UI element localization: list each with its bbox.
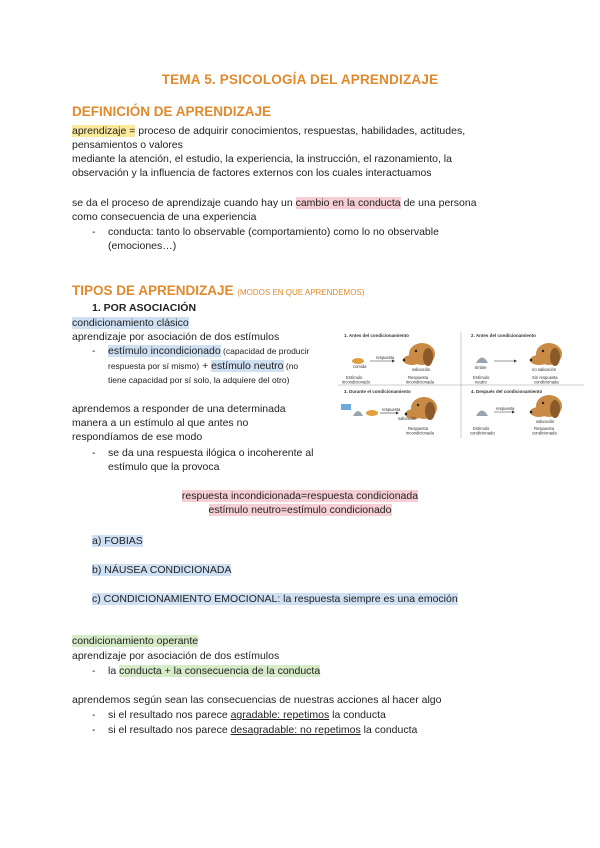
operante-line1: aprendizaje por asociación de dos estímulos: [72, 650, 280, 662]
bell-icon: [476, 358, 488, 364]
hand-icon: [341, 404, 351, 410]
aprendemos-line1: aprendemos a responder de una determinada: [72, 403, 286, 415]
arrowhead-icon: [514, 360, 517, 363]
cambio-conducta-highlight: cambio en la conducta: [295, 197, 401, 209]
aprendemos-line3: respondíamos de ese modo: [72, 431, 203, 443]
b2-post: la conducta: [360, 724, 418, 736]
nausea-text: b) NÁUSEA CONDICIONADA: [92, 564, 232, 576]
equation2-row: [0, 504, 600, 516]
line5-pre: se da el proceso de aprendizaje cuando hay un: [72, 197, 296, 209]
bullet-dash: -: [92, 447, 96, 459]
por-asociacion-heading: 1. POR ASOCIACIÓN: [92, 302, 197, 314]
aprendemos-line2: manera a un estímulo al que antes no: [72, 417, 249, 429]
plus-sign: +: [199, 360, 212, 372]
definicion-line3: mediante la atención, el estudio, la experiencia, la instrucción, el razonamiento, la: [72, 153, 452, 165]
bullet-dash: -: [92, 665, 96, 677]
p1-label1b: incondicionado: [342, 379, 370, 385]
p1-label2b: incondicionada: [406, 379, 434, 385]
line5-post: de una persona: [400, 197, 477, 209]
estimulo-neutro: estímulo neutro: [211, 360, 284, 372]
bullet-dash: -: [92, 724, 96, 736]
agradable-bullet: [108, 709, 386, 721]
operante-bullet: [108, 665, 320, 677]
bullet-dash: -: [92, 345, 96, 357]
definicion-heading: DEFINICIÓN DE APRENDIZAJE: [72, 104, 272, 119]
p1-label2: Respuesta: [408, 375, 429, 380]
p1-label1: Estímulo: [346, 375, 363, 380]
clasico-line1: aprendizaje por asociación de dos estímulos: [72, 331, 280, 343]
bullet-dash: -: [92, 226, 96, 238]
estimulo-inc-note2: respuesta por sí mismo): [108, 361, 200, 371]
p3-label2b: incondicionada: [406, 430, 434, 436]
panel2-title: 2. Antes del condicionamiento: [471, 333, 536, 338]
p4-response-label: respuesta: [496, 406, 515, 411]
dog-icon: [530, 395, 562, 418]
list-item-emocional: [92, 593, 458, 605]
panel4-title: 4. Después del condicionamiento: [471, 389, 543, 394]
p2-bell-label: timbre: [475, 365, 487, 370]
p4-label2b: condicionada: [532, 430, 557, 436]
page-title: TEMA 5. PSICOLOGÍA DEL APRENDIZAJE: [161, 72, 439, 87]
emocional-text: c) CONDICIONAMIENTO EMOCIONAL: la respuesta siempre es una emoción: [92, 593, 458, 605]
estimulo-incondicionado: estímulo incondicionado: [108, 345, 221, 357]
definicion-line1-text: proceso de adquirir conocimientos, respuestas, habilidades, actitudes,: [135, 125, 466, 137]
tipos-heading-small: (MODOS EN QUE APRENDEMOS): [237, 288, 365, 297]
b1-pre: si el resultado nos parece: [108, 709, 231, 721]
definicion-line6: como consecuencia de una experiencia: [72, 211, 257, 223]
bullet-dash: -: [92, 709, 96, 721]
p2-label2: Sin respuesta: [532, 375, 558, 380]
desagradable-bullet: [108, 724, 417, 736]
p1-salivacion-label: salivación: [412, 367, 431, 372]
conducta-bullet: conducta: tanto lo observable (comportamiento) como lo no observable: [108, 226, 439, 238]
dog-icon: [530, 343, 562, 366]
p4-label2: Respuesta: [534, 426, 555, 431]
equation1-row: [0, 490, 600, 502]
term-aprendizaje: aprendizaje =: [72, 125, 136, 137]
operante-bullet-highlight: conducta + la consecuencia de la conducta: [119, 665, 321, 677]
b1-post: la conducta: [329, 709, 386, 721]
bell-icon: [476, 411, 488, 417]
respuesta-ilogica-line1: se da una respuesta ilógica o incoherente al: [108, 447, 314, 459]
bell-icon: [353, 411, 363, 416]
estimulo-inc-note: (capacidad de producir: [220, 346, 310, 356]
condicionamiento-clasico-label: condicionamiento clásico: [72, 317, 189, 329]
definicion-line5: [72, 197, 477, 209]
p1-response-label: respuesta: [376, 355, 395, 360]
estimulo-incondicionado-line: [108, 345, 310, 357]
estimulo-neutro-note: (no: [283, 361, 299, 371]
p2-label2b: condicionada: [534, 379, 559, 385]
conducta-bullet-cont: (emociones…): [108, 240, 177, 252]
agradable-underline: agradable: repetimos: [230, 709, 330, 721]
condicionamiento-operante-label: condicionamiento operante: [72, 635, 199, 647]
estimulo-neutro-note2: tiene capacidad por sí solo, la adquiere del otro): [108, 375, 290, 385]
p3-label2: Respuesta: [408, 426, 429, 431]
p2-label1: Estímulo: [473, 375, 490, 380]
definicion-line1: [72, 125, 465, 137]
panel3-title: 3. Durante el condicionamiento: [344, 389, 411, 394]
estimulo-neutro-line: [108, 360, 298, 372]
aprendemos-segun: aprendemos según sean las consecuencias de nuestras acciones al hacer algo: [72, 694, 442, 706]
pavlov-conditioning-diagram: [336, 330, 586, 440]
equation1: respuesta incondicionada=respuesta condicionada: [181, 490, 419, 502]
tipos-heading-text: TIPOS DE APRENDIZAJE: [72, 283, 234, 298]
dog-icon: [403, 343, 435, 366]
definicion-line2: pensamientos o valores: [72, 139, 183, 151]
desagradable-underline: desagradable: no repetimos: [230, 724, 361, 736]
food-bowl-icon: [366, 410, 378, 416]
p1-food-label: comida: [353, 364, 367, 369]
equation2: estímulo neutro=estímulo condicionado: [208, 504, 392, 516]
p2-label1b: neutro: [475, 379, 487, 385]
respuesta-ilogica-line2: estímulo que la provoca: [108, 461, 220, 473]
p4-label1: Estímulo: [473, 426, 490, 431]
p2-nosaliva-label: no salivación: [532, 367, 557, 372]
p4-salivacion-label: salivación: [536, 419, 555, 424]
p4-label1b: condicionado: [470, 430, 495, 436]
tipos-heading: [72, 283, 364, 298]
p3-response-label: respuesta: [382, 407, 401, 412]
list-item-fobias: [92, 535, 143, 547]
list-item-nausea: [92, 564, 231, 576]
panel1-title: 1. Antes del condicionamiento: [344, 333, 409, 338]
fobias-text: a) FOBIAS: [92, 535, 143, 547]
definicion-line4: observación y la influencia de factores externos con los cuales interactuamos: [72, 167, 432, 179]
b2-pre: si el resultado nos parece: [108, 724, 231, 736]
p3-salivacion-label: salivación: [398, 416, 417, 421]
operante-bullet-pre: la: [108, 665, 120, 677]
